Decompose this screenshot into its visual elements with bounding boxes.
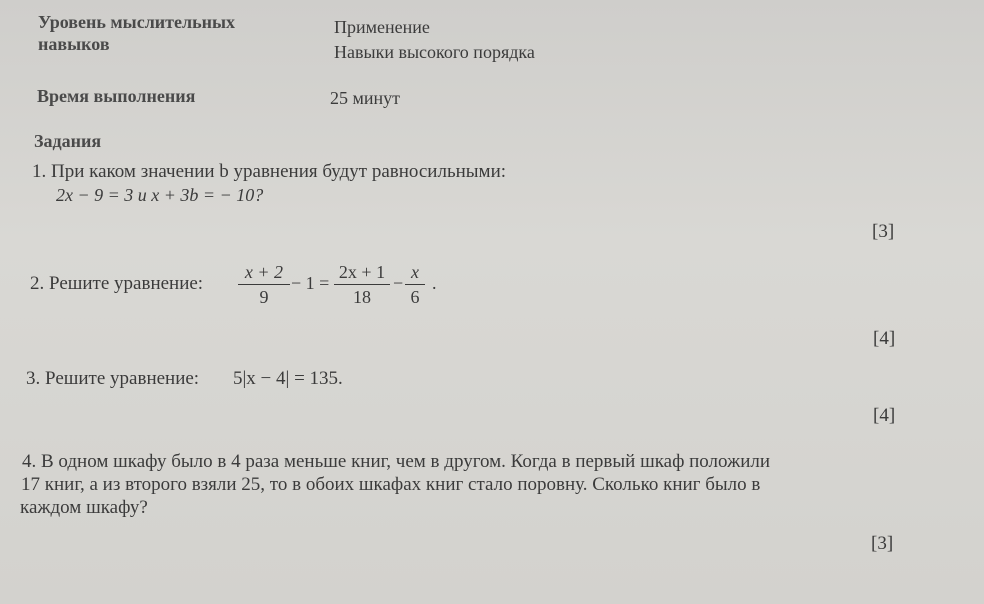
task2-end: . <box>432 273 437 293</box>
task4-line3: каждом шкафу? <box>20 497 148 518</box>
level-value-line1: Применение <box>334 17 430 37</box>
time-value: 25 минут <box>330 88 401 108</box>
task2-fraction-2 <box>334 262 390 307</box>
task2-mid: − 1 = <box>291 273 330 293</box>
tasks-heading: Задания <box>34 131 102 151</box>
level-label-line2: навыков <box>38 34 110 54</box>
task2-minus: − <box>393 273 404 293</box>
frac2-bar <box>334 284 390 285</box>
task3-prefix: 3. Решите уравнение: <box>26 368 200 389</box>
frac1-bar <box>238 284 290 285</box>
frac1-numerator: x + 2 <box>244 262 284 282</box>
time-label: Время выполнения <box>37 86 196 106</box>
task4-line2: 17 книг, а из второго взяли 25, то в обоих шкафах книг стало поровну. Сколько книг было в <box>21 474 761 495</box>
frac3-bar <box>405 284 425 285</box>
task2-fraction-3 <box>405 262 425 307</box>
task1-equations: 2x − 9 = 3 и x + 3b = − 10? <box>56 185 264 205</box>
task3-mark: [4] <box>873 405 896 426</box>
task2-prefix: 2. Решите уравнение: <box>30 273 204 294</box>
frac1-denominator: 9 <box>259 287 269 307</box>
frac3-denominator: 6 <box>410 287 420 307</box>
task4-line1: 4. В одном шкафу было в 4 раза меньше книг, чем в другом. Когда в первый шкаф положили <box>22 451 771 472</box>
task3-equation: 5|x − 4| = 135. <box>233 368 343 389</box>
task2-mark: [4] <box>873 328 896 349</box>
frac2-denominator: 18 <box>353 287 371 307</box>
task4-mark: [3] <box>871 533 894 554</box>
task1-mark: [3] <box>872 221 895 242</box>
level-label-line1: Уровень мыслительных <box>38 12 236 32</box>
frac3-numerator: x <box>411 262 419 282</box>
task1-text: 1. При каком значении b уравнения будут равносильными: <box>32 161 507 182</box>
level-value-line2: Навыки высокого порядка <box>334 42 535 62</box>
frac2-numerator: 2x + 1 <box>338 262 386 282</box>
task2-fraction-1 <box>238 262 290 307</box>
